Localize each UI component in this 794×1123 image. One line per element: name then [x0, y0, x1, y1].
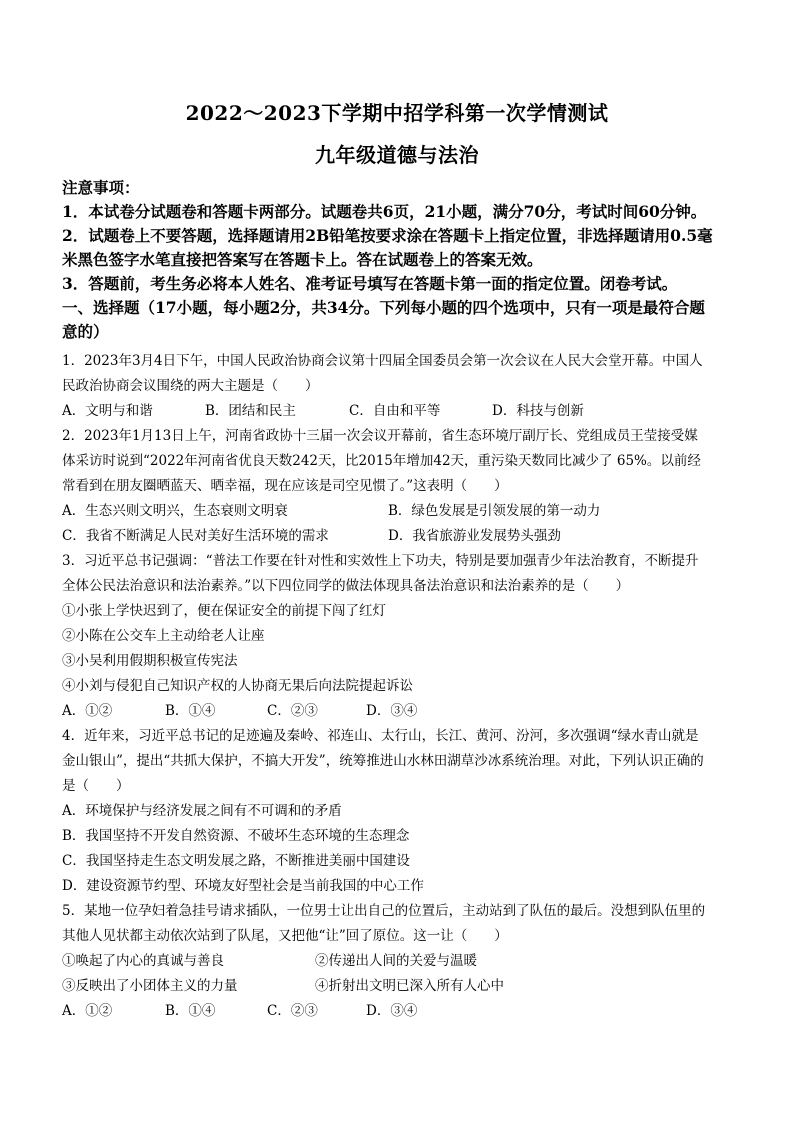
question-2-option-c[interactable]: C．我省不断满足人民对美好生活环境的需求 [62, 528, 329, 544]
notice-line: 3．答题前，考生务必将本人姓名、准考证号填写在答题卡第一面的指定位置。闭卷考试。 [62, 274, 678, 293]
question-1-stem: 1．2023年3月4日下午，中国人民政治协商会议第十四届全国委员会第一次会议在人民大会堂开幕。中国人 [62, 353, 703, 369]
question-5-option-d[interactable]: D．③④ [366, 1003, 418, 1019]
exam-title: 2022～2023下学期中招学科第一次学情测试 [185, 101, 609, 125]
question-3-stem: 3．习近平总书记强调：“普法工作要在针对性和实效性上下功夫，特别是要加强青少年法治教育，不断提升 [62, 553, 699, 569]
question-3-option-a[interactable]: A．①② [62, 703, 113, 719]
question-5-option-b[interactable]: B．①④ [165, 1003, 216, 1019]
question-2-option-a[interactable]: A．生态兴则文明兴，生态衰则文明衰 [62, 503, 288, 519]
question-1-option-c[interactable]: C．自由和平等 [349, 403, 441, 419]
question-4-option-b[interactable]: B．我国坚持不开发自然资源、不破坏生态环境的生态理念 [62, 828, 410, 844]
question-4-option-a[interactable]: A．环境保护与经济发展之间有不可调和的矛盾 [62, 803, 342, 819]
question-3-option-c[interactable]: C．②③ [267, 703, 318, 719]
section-heading: 一、选择题（17小题，每小题2分，共34分。下列每小题的四个选项中，只有一项是最符合题 [62, 298, 705, 317]
question-2-stem: 体采访时说到“2022年河南省优良天数242天，比2015年增加42天，重污染天数同比减少了 65%。以前经 [62, 453, 701, 469]
exam-subtitle: 九年级道德与法治 [315, 143, 479, 167]
question-3-option-d[interactable]: D．③④ [366, 703, 418, 719]
question-3-statement: ③小吴利用假期积极宣传宪法 [62, 653, 238, 669]
question-4-stem: 4．近年来，习近平总书记的足迹遍及秦岭、祁连山、太行山，长江、黄河、汾河，多次强调“绿水青山就是 [62, 728, 699, 744]
question-3-statement: ②小陈在公交车上主动给老人让座 [62, 628, 265, 644]
question-3-option-b[interactable]: B．①④ [165, 703, 216, 719]
notice-heading: 注意事项： [62, 178, 140, 197]
question-2-stem: 2．2023年1月13日上午，河南省政协十三届一次会议开幕前，省生态环境厅副厅长、党组成员王莹接受媒 [62, 428, 698, 444]
question-5-statement: ①唤起了内心的真诚与善良 [62, 953, 224, 969]
question-4-stem: 是（ ） [62, 778, 130, 794]
notice-line: 米黑色签字水笔直接把答案写在答题卡上。答在试题卷上的答案无效。 [62, 250, 543, 269]
question-5-statement: ④折射出文明已深入所有人心中 [315, 978, 504, 994]
question-5-option-c[interactable]: C．②③ [267, 1003, 318, 1019]
question-4-stem: 金山银山”，提出“共抓大保护，不搞大开发”，统筹推进山水林田湖草沙冰系统治理。对此，下列认识正确的 [62, 753, 704, 769]
question-1-option-d[interactable]: D．科技与创新 [492, 403, 584, 419]
question-5-option-a[interactable]: A．①② [62, 1003, 113, 1019]
question-5-stem: 5．某地一位孕妇着急挂号请求插队，一位男士让出自己的位置后，主动站到了队伍的最后。没想到队伍里的 [62, 903, 706, 919]
question-3-stem: 全体公民法治意识和法治素养。”以下四位同学的做法体现具备法治意识和法治素养的是（ ） [62, 578, 630, 594]
question-5-statement: ②传递出人间的关爱与温暖 [315, 953, 477, 969]
notice-line: 2．试题卷上不要答题，选择题请用2B铅笔按要求涂在答题卡上指定位置，非选择题请用0.5毫 [62, 226, 713, 245]
question-4-option-d[interactable]: D．建设资源节约型、环境友好型社会是当前我国的中心工作 [62, 878, 424, 894]
question-2-stem: 常看到在朋友圈晒蓝天、晒幸福，现在应该是司空见惯了。”这表明（ ） [62, 478, 508, 494]
question-4-option-c[interactable]: C．我国坚持走生态文明发展之路，不断推进美丽中国建设 [62, 853, 410, 869]
question-1-option-a[interactable]: A．文明与和谐 [62, 403, 153, 419]
section-heading: 意的） [62, 322, 109, 341]
question-2-option-b[interactable]: B．绿色发展是引领发展的第一动力 [388, 503, 601, 519]
question-5-stem: 其他人见状都主动依次站到了队尾，又把他“让”回了原位。这一让（ ） [62, 928, 508, 944]
question-2-option-d[interactable]: D．我省旅游业发展势头强劲 [388, 528, 561, 544]
question-5-statement: ③反映出了小团体主义的力量 [62, 978, 238, 994]
question-1-stem: 民政治协商会议围绕的两大主题是（ ） [62, 378, 319, 394]
question-3-statement: ①小张上学快迟到了，便在保证安全的前提下闯了红灯 [62, 603, 386, 619]
notice-line: 1．本试卷分试题卷和答题卡两部分。试题卷共6页，21小题，满分70分，考试时间60分钟。 [62, 202, 707, 221]
question-1-option-b[interactable]: B．团结和民主 [205, 403, 296, 419]
question-3-statement: ④小刘与侵犯自己知识产权的人协商无果后向法院提起诉讼 [62, 678, 413, 694]
